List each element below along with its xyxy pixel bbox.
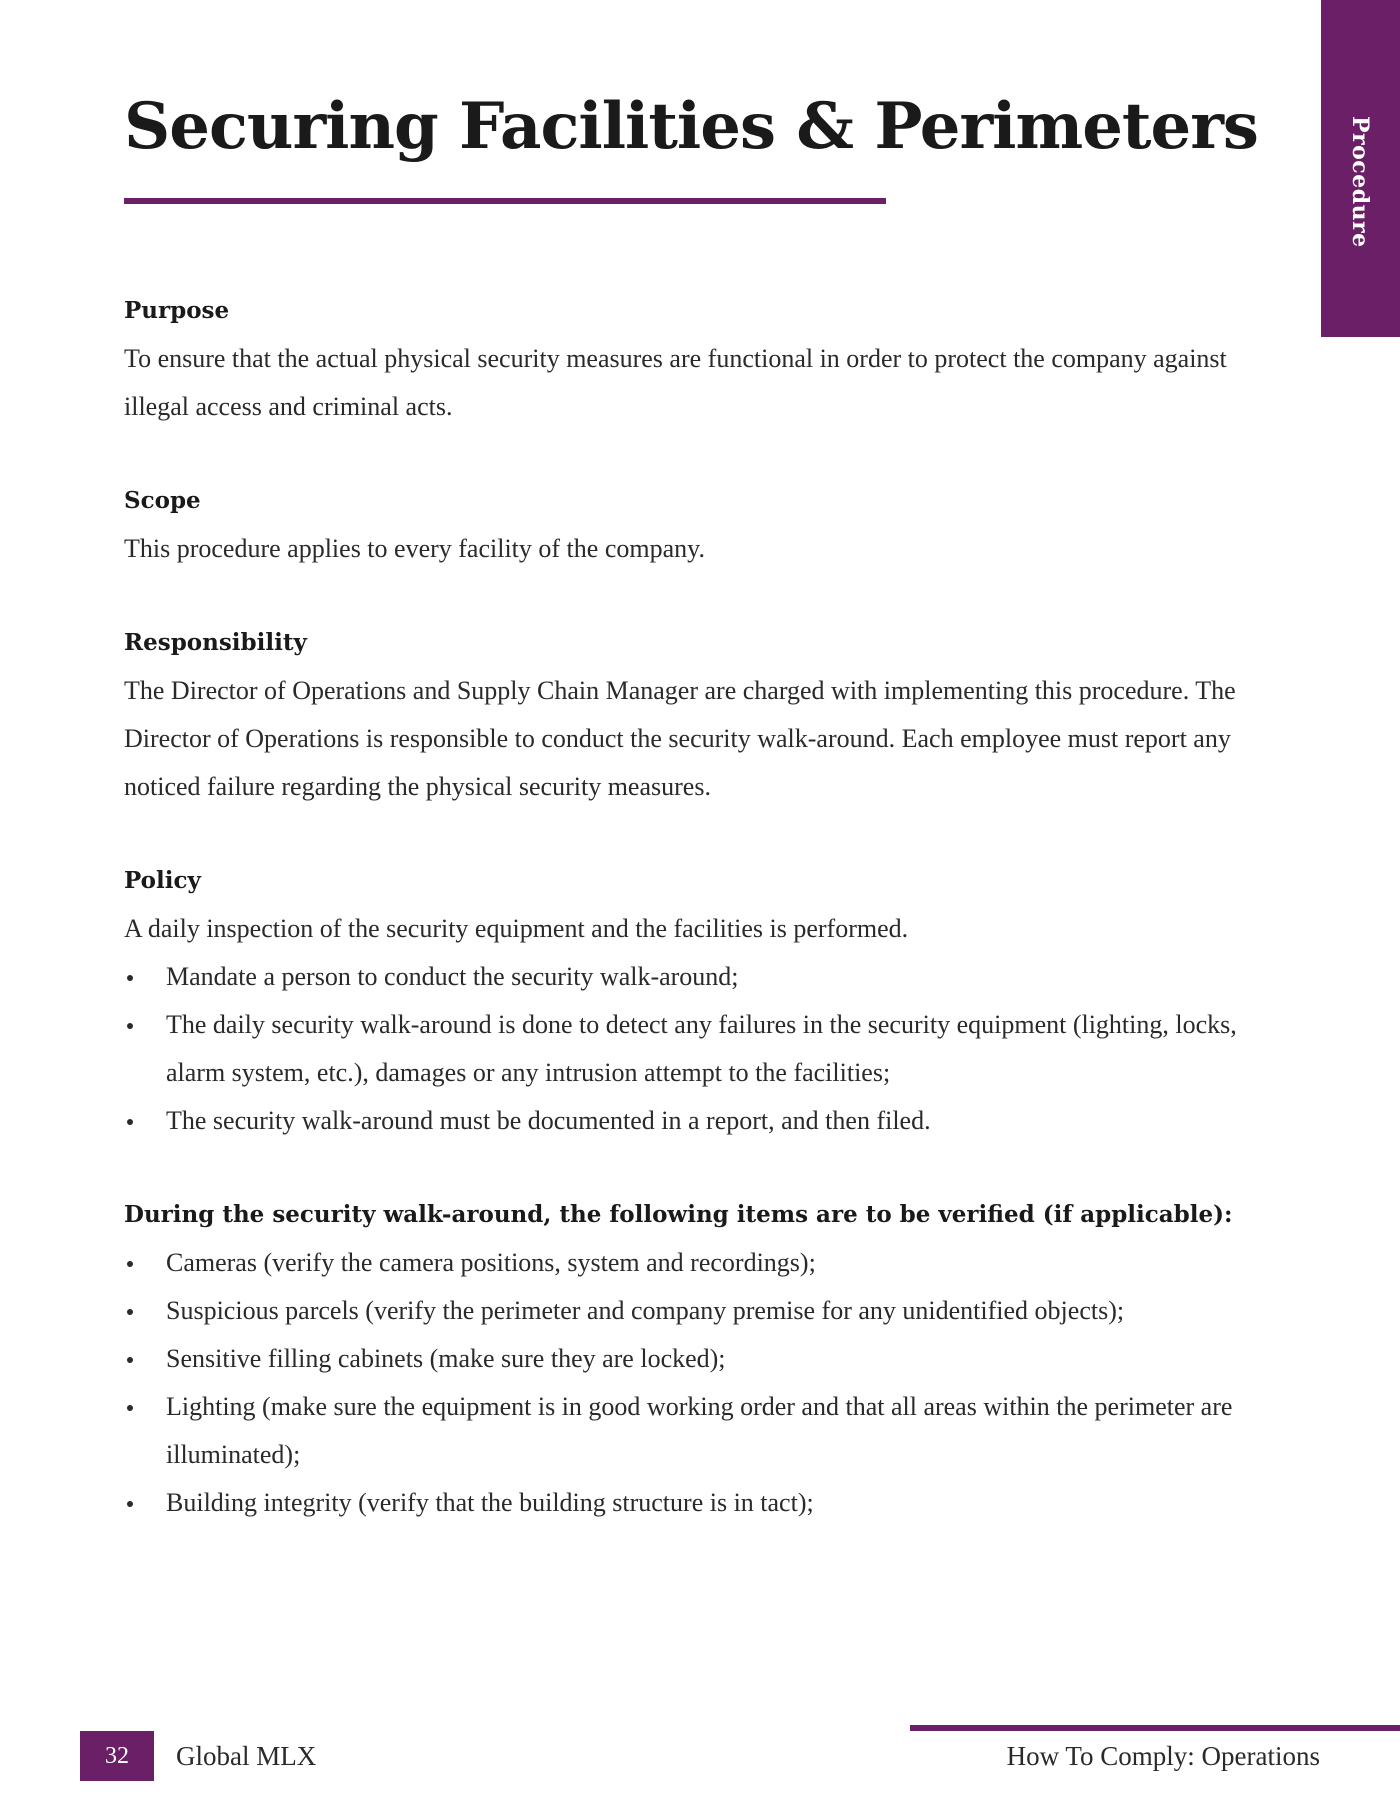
scope-text: This procedure applies to every facility of the company. xyxy=(124,534,705,563)
list-item-text: Cameras (verify the camera positions, system and recordings); xyxy=(166,1248,816,1277)
policy-section xyxy=(124,857,1264,1145)
list-item xyxy=(124,953,1264,1001)
policy-text: A daily inspection of the security equipment and the facilities is performed. xyxy=(124,914,909,943)
walkaround-section xyxy=(124,1191,1264,1527)
list-item-text: The daily security walk-around is done to detect any failures in the security equipment (lighting, locks, alarm system, etc.), damages or any intrusion attempt to the facilities; xyxy=(166,1010,1237,1087)
purpose-text: To ensure that the actual physical security measures are functional in order to protect the company against illegal access and criminal acts. xyxy=(124,344,1227,421)
footer-company-name: Global MLX xyxy=(176,1741,317,1771)
list-item xyxy=(124,1001,1264,1097)
bullet-icon xyxy=(127,975,133,981)
list-item xyxy=(124,1287,1264,1335)
page-title: Securing Facilities & Perimeters xyxy=(124,89,1258,164)
side-tab xyxy=(1321,0,1400,337)
responsibility-heading: Responsibility xyxy=(124,629,307,656)
bullet-icon xyxy=(127,1023,133,1029)
scope-section xyxy=(124,477,1264,573)
list-item xyxy=(124,1335,1264,1383)
bullet-icon xyxy=(127,1309,133,1315)
purpose-heading: Purpose xyxy=(124,297,230,324)
bullet-icon xyxy=(127,1501,133,1507)
list-item xyxy=(124,1239,1264,1287)
policy-heading: Policy xyxy=(124,867,201,894)
bullet-icon xyxy=(127,1119,133,1125)
bullet-icon xyxy=(127,1405,133,1411)
list-item-text: Building integrity (verify that the building structure is in tact); xyxy=(166,1488,814,1517)
purpose-section xyxy=(124,287,1264,431)
bullet-icon xyxy=(127,1261,133,1267)
page-number: 32 xyxy=(80,1731,154,1781)
list-item xyxy=(124,1097,1264,1145)
side-tab-label: Procedure xyxy=(1347,116,1373,248)
list-item xyxy=(124,1383,1264,1479)
scope-heading: Scope xyxy=(124,487,201,514)
responsibility-text: The Director of Operations and Supply Chain Manager are charged with implementing this procedure. The Director of Operations is responsible to conduct the security walk-around. Each employee must report any noticed failure regarding the physical security measures. xyxy=(124,676,1236,801)
walkaround-bullet-list xyxy=(124,1239,1264,1527)
list-item-text: Sensitive filling cabinets (make sure they are locked); xyxy=(166,1344,726,1373)
walkaround-heading: During the security walk-around, the following items are to be verified (if applicable): xyxy=(124,1201,1233,1228)
bullet-icon xyxy=(127,1357,133,1363)
list-item-text: Suspicious parcels (verify the perimeter and company premise for any unidentified objects); xyxy=(166,1296,1125,1325)
policy-bullet-list xyxy=(124,953,1264,1145)
title-underline xyxy=(124,198,886,204)
responsibility-section xyxy=(124,619,1264,811)
footer-document-title: How To Comply: Operations xyxy=(1006,1741,1320,1771)
list-item xyxy=(124,1479,1264,1527)
list-item-text: Lighting (make sure the equipment is in good working order and that all areas within the perimeter are illuminated); xyxy=(166,1392,1233,1469)
list-item-text: Mandate a person to conduct the security walk-around; xyxy=(166,962,739,991)
document-body xyxy=(124,287,1264,1573)
list-item-text: The security walk-around must be documented in a report, and then filed. xyxy=(166,1106,931,1135)
